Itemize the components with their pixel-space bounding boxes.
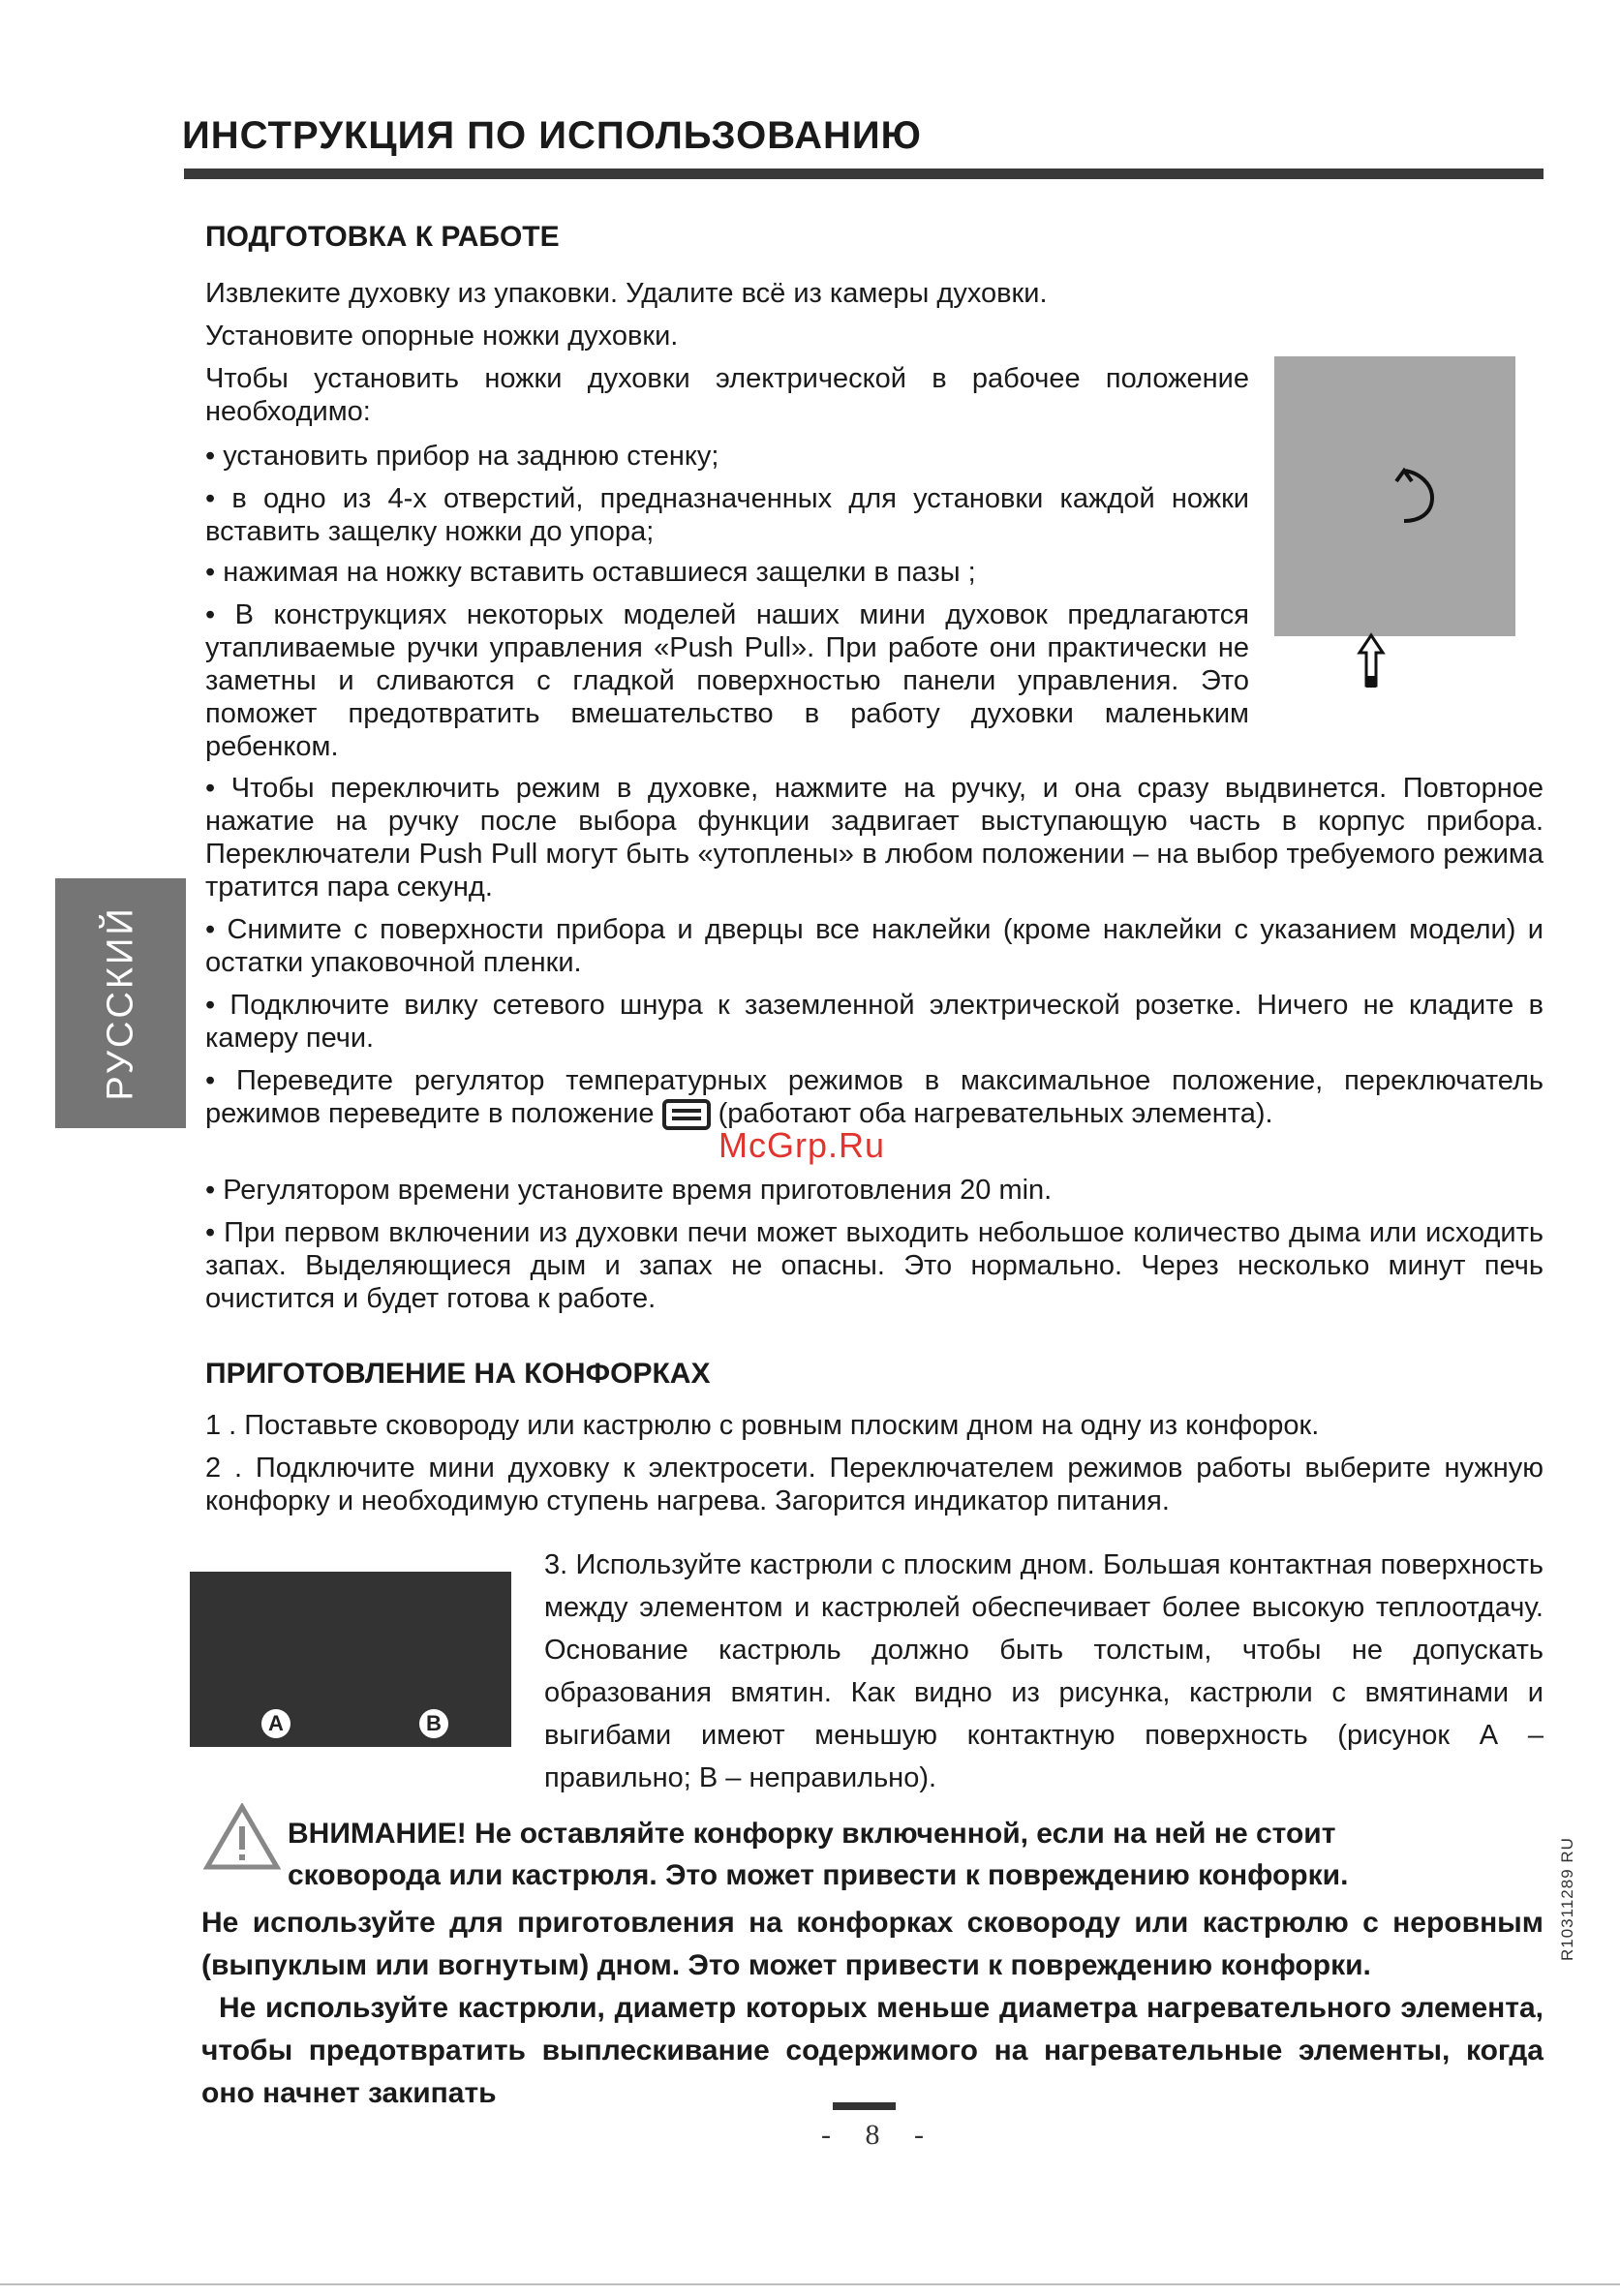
bullet-item: • В конструкциях некоторых моделей наших мини духовок предлагаются утапливаемые ручки управления «Push Pull». При работе они практически не заметны и сливаются с гладкой поверхностью панели управления. Это поможет предотвратить вмешательство в работу духовки маленьким ребенком.: [205, 599, 1249, 762]
step-item: 2 . Подключите мини духовку к электросети. Переключателем режимов работы выберите нужную конфорку и необходимую ступень нагрева. Загорится индикатор питания.: [205, 1453, 1544, 1516]
bullet-item: • Чтобы переключить режим в духовке, нажмите на ручку, и она сразу выдвинется. Повторное нажатие на ручку после выбора функции задвигает выступающую часть в корпус прибора. Переключатели Push Pull могут быть «утоплены» в любом положении – на выбор требуемого режима тратится пара секунд.: [205, 773, 1544, 903]
bullet-item: • нажимая на ножку вставить оставшиеся защелки в пазы ;: [205, 557, 976, 588]
footer-bar: [833, 2102, 896, 2110]
page-title: ИНСТРУКЦИЯ ПО ИСПОЛЬЗОВАНИЮ: [182, 114, 922, 157]
document-code: R10311289 RU: [1558, 1837, 1576, 1961]
label-b: B: [419, 1709, 448, 1738]
warning-text: Не оставляйте конфорку включенной, если на ней не стоит: [474, 1818, 1336, 1850]
warning-paragraph: Не используйте для приготовления на конфорках сковороду или кастрюлю с неровным (выпуклым или вогнутым) дном. Это может привести к повреждению конфорки.: [201, 1907, 1544, 1981]
section-title-preparation: ПОДГОТОВКА К РАБОТЕ: [205, 221, 560, 253]
bottom-rule: [0, 2283, 1620, 2285]
paragraph: Извлеките духовку из упаковки. Удалите всё из камеры духовки.: [205, 278, 1048, 309]
section-title-burners: ПРИГОТОВЛЕНИЕ НА КОНФОРКАХ: [205, 1358, 711, 1390]
bullet-item: • Подключите вилку сетевого шнура к заземленной электрической розетке. Ничего не кладите в камеру печи.: [205, 990, 1544, 1054]
warning-line: [288, 1813, 1335, 1855]
warning-paragraph: Не используйте кастрюли, диаметр которых меньше диаметра нагревательного элемента, чтобы предотвратить выплескивание содержимого на нагревательные элементы, когда оно начнет закипать: [201, 1992, 1544, 2109]
header-rule: [184, 168, 1544, 179]
warning-line: сковорода или кастрюля. Это может привести к повреждению конфорки.: [288, 1859, 1349, 1891]
label-a: A: [261, 1709, 290, 1738]
bullet-item: [205, 1064, 1544, 1130]
bullet-text: • Переведите регулятор температурных режимов в максимальное положение, переключатель режимов переведите в положение: [205, 1065, 1544, 1129]
bullet-item: • Регулятором времени установите время приготовления 20 min.: [205, 1175, 1053, 1206]
rotate-arrow-icon: [1274, 356, 1515, 636]
page-number: - 8 -: [821, 2119, 937, 2151]
language-tab: [55, 878, 186, 1128]
step-item: 3. Используйте кастрюли с плоским дном. Большая контактная поверхность между элементом и кастрюлей обеспечивает более высокую теплоотдачу. Основание кастрюль должно быть толстым, чтобы не допускать образования вмятин. Как видно из рисунка, кастрюли с вмятинами и выгибами имеют меньшую контактную поверхность (рисунок А – правильно; В – неправильно).: [544, 1549, 1544, 1793]
oven-leg-photo: [1274, 356, 1515, 636]
warning-icon: [203, 1803, 281, 1871]
language-label: РУССКИЙ: [100, 905, 140, 1101]
paragraph: Установите опорные ножки духовки.: [205, 321, 679, 352]
bullet-text: (работают оба нагревательных элемента).: [718, 1098, 1273, 1129]
cookware-photo: [190, 1572, 511, 1747]
bullet-item: • в одно из 4-х отверстий, предназначенных для установки каждой ножки вставить защелку ножки до упора;: [205, 483, 1249, 547]
dual-heating-mode-icon: [662, 1099, 711, 1130]
bullet-item: • При первом включении из духовки печи может выходить небольшое количество дыма или исходить запах. Выделяющиеся дым и запах не опасны. Это нормально. Через несколько минут печь очистится и будет готова к работе.: [205, 1217, 1544, 1314]
paragraph: Чтобы установить ножки духовки электрической в рабочее положение необходимо:: [205, 363, 1249, 427]
bullet-item: • Снимите с поверхности прибора и дверцы все наклейки (кроме наклейки с указанием модели) и остатки упаковочной пленки.: [205, 914, 1544, 978]
watermark: McGrp.Ru: [718, 1125, 886, 1165]
step-item: 1 . Поставьте сковороду или кастрюлю с ровным плоским дном на одну из конфорок.: [205, 1410, 1320, 1441]
up-arrow-icon: [1356, 631, 1387, 693]
bullet-item: • установить прибор на заднюю стенку;: [205, 441, 719, 472]
warning-heading: ВНИМАНИЕ!: [288, 1818, 467, 1850]
